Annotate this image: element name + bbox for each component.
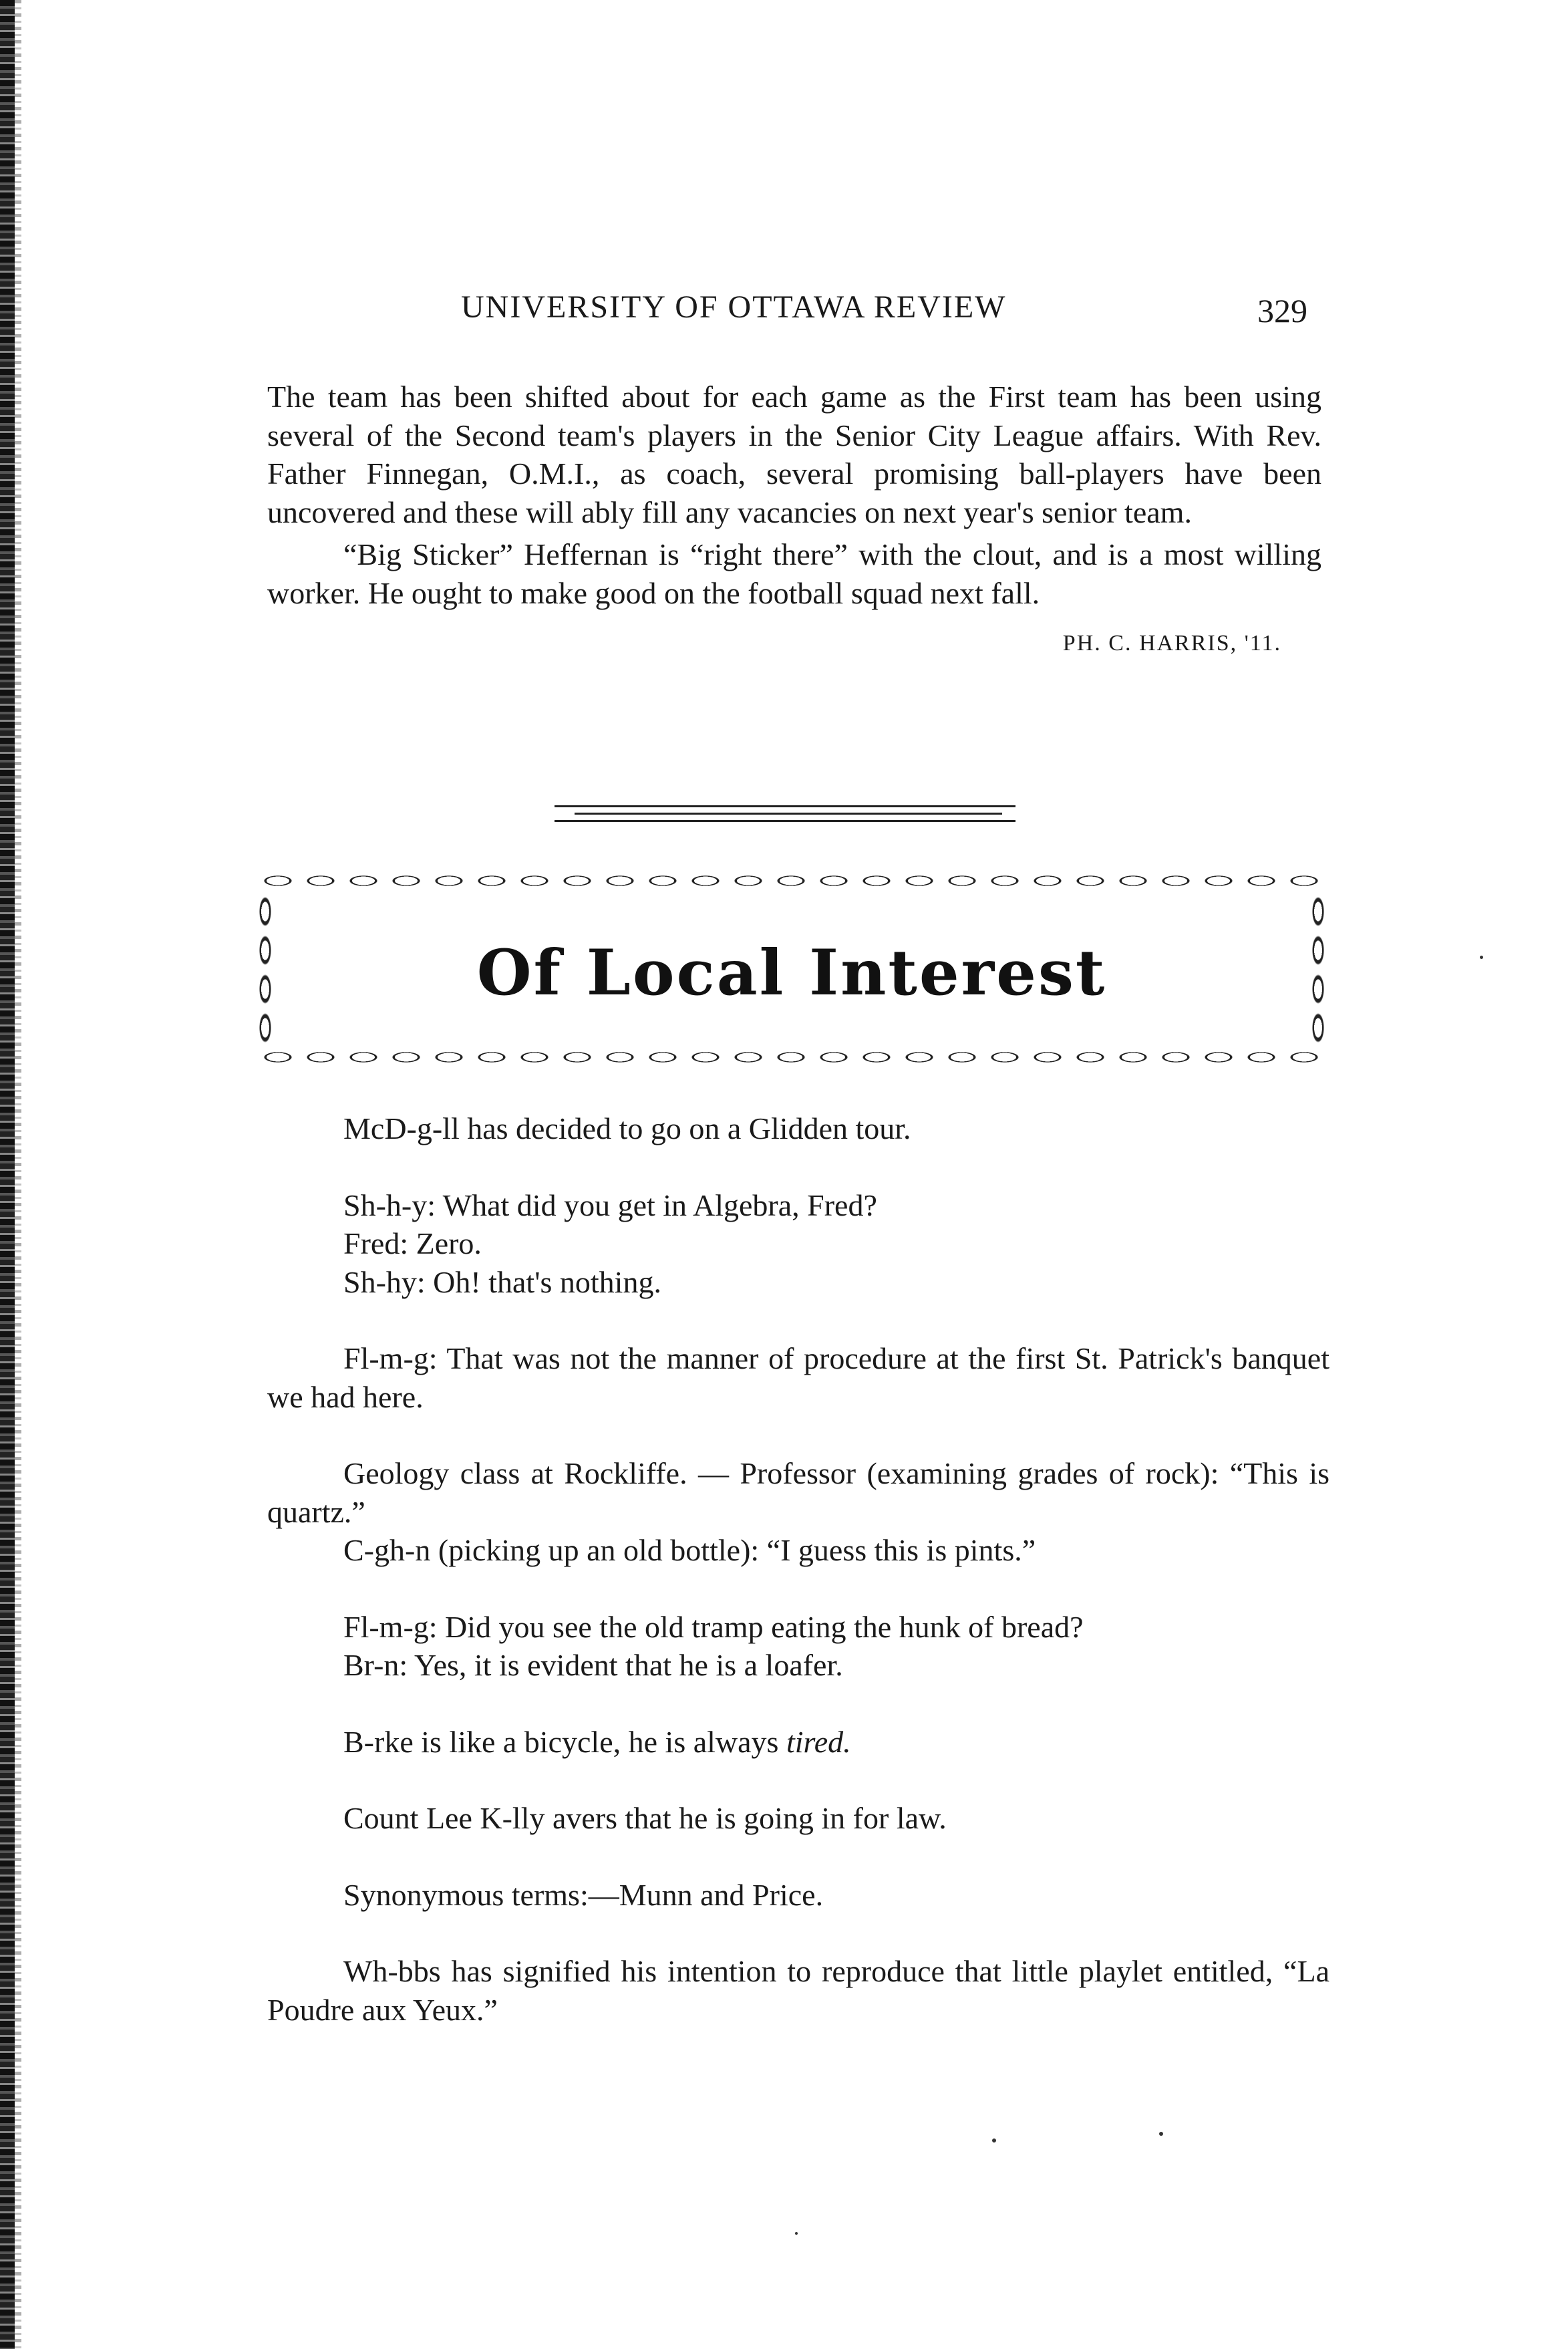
item-mcdgll: McD-g-ll has decided to go on a Glidden tour.	[343, 1111, 911, 1145]
page-number: 329	[1257, 292, 1307, 329]
running-title: UNIVERSITY OF OTTAWA REVIEW	[461, 289, 1007, 325]
item-cghn: C-gh-n (picking up an old bottle): “I guess this is pints.”	[343, 1533, 1036, 1567]
dialogue-line: Fred: Zero.	[343, 1226, 482, 1260]
chain-border-bottom	[257, 1049, 1327, 1066]
article-signature: PH. C. HARRIS, '11.	[1062, 631, 1281, 656]
item-brke	[267, 1723, 1329, 1762]
item-synonymous: Synonymous terms:—Munn and Price.	[343, 1877, 824, 1912]
item-geology: Geology class at Rockliffe. — Professor (examining grades of rock): “This is quartz.”	[267, 1456, 1329, 1529]
section-divider-rule	[555, 820, 1015, 822]
print-speck	[992, 2138, 996, 2143]
paragraph-team: The team has been shifted about for each game as the First team has been using several of the Second team's players in the Senior City League affairs. With Rev. Father Finnegan, O.M.I., as coach, several promising ball-players have been uncovered and these will ably fill any vacancies on next year's senior team.	[267, 380, 1321, 529]
chain-border-top	[257, 872, 1327, 889]
item-kelly: Count Lee K-lly avers that he is going in for law.	[343, 1801, 947, 1835]
dialogue-line: Sh-h-y: What did you get in Algebra, Fred?	[343, 1188, 877, 1222]
article-continuation	[267, 378, 1321, 663]
item-brn: Br-n: Yes, it is evident that he is a loafer.	[343, 1648, 843, 1682]
print-speck	[1159, 2132, 1163, 2136]
section-divider-rule	[575, 813, 1002, 815]
print-speck	[795, 2232, 798, 2235]
item-brke-text: B-rke is like a bicycle, he is always	[343, 1724, 786, 1759]
section-title-frame	[257, 872, 1327, 1066]
section-title: Of Local Interest	[476, 936, 1107, 1010]
item-flmg-banquet: Fl-m-g: That was not the manner of procedure at the first St. Patrick's banquet we had here.	[267, 1341, 1329, 1414]
paragraph-heffernan: “Big Sticker” Heffernan is “right there” with the clout, and is a most willing worker. He ought to make good on the football squad next fall.	[267, 537, 1321, 610]
print-speck	[1480, 956, 1483, 959]
item-whbbs: Wh-bbs has signified his intention to reproduce that little playlet entitled, “La Poudre aux Yeux.”	[267, 1954, 1329, 2027]
section-divider-rule	[555, 805, 1015, 807]
binding-edge-shadow	[15, 0, 21, 2349]
item-brke-italic: tired.	[786, 1724, 851, 1759]
dialogue-line: Sh-hy: Oh! that's nothing.	[343, 1264, 661, 1299]
binding-edge	[0, 0, 15, 2349]
item-flmg-tramp: Fl-m-g: Did you see the old tramp eating the hunk of bread?	[343, 1609, 1084, 1644]
local-interest-items	[267, 1109, 1329, 2029]
